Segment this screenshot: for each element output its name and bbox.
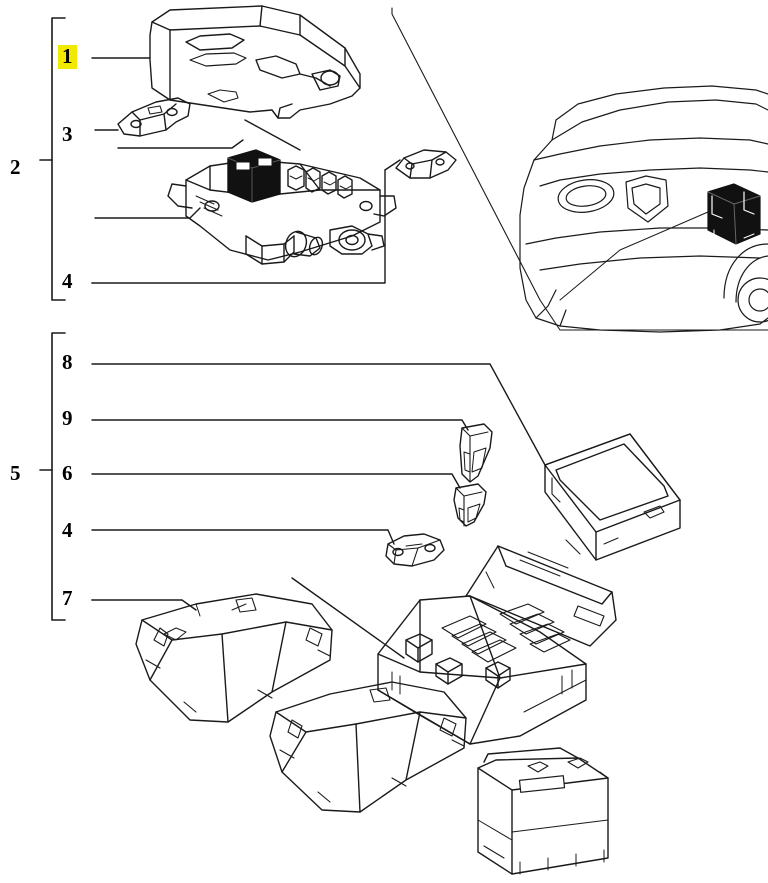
callout-8[interactable]: 8 (62, 350, 73, 374)
callout-4-upper[interactable]: 4 (62, 269, 73, 293)
part-mounting-bracket-right (396, 150, 456, 178)
part-fuse-box-lid (545, 434, 680, 560)
part-mega-fuse-link (386, 534, 444, 566)
part-battery (478, 748, 608, 874)
part-battery-sensor-module (168, 150, 396, 264)
callout-4-lower[interactable]: 4 (62, 518, 73, 542)
callout-1[interactable]: 1 (58, 45, 77, 69)
part-fuse-box-base-tray-right (270, 682, 466, 812)
part-tall-fuse (460, 424, 492, 482)
callout-2[interactable]: 2 (10, 155, 21, 179)
part-protective-cover (150, 6, 360, 118)
callout-7[interactable]: 7 (62, 586, 73, 610)
callout-6[interactable]: 6 (62, 461, 73, 485)
callout-5[interactable]: 5 (10, 461, 21, 485)
part-blade-fuse (454, 484, 486, 526)
callout-9[interactable]: 9 (62, 406, 73, 430)
part-mounting-bracket-small (118, 98, 190, 136)
callout-3[interactable]: 3 (62, 122, 73, 146)
part-fuse-box-base-body (378, 546, 616, 744)
